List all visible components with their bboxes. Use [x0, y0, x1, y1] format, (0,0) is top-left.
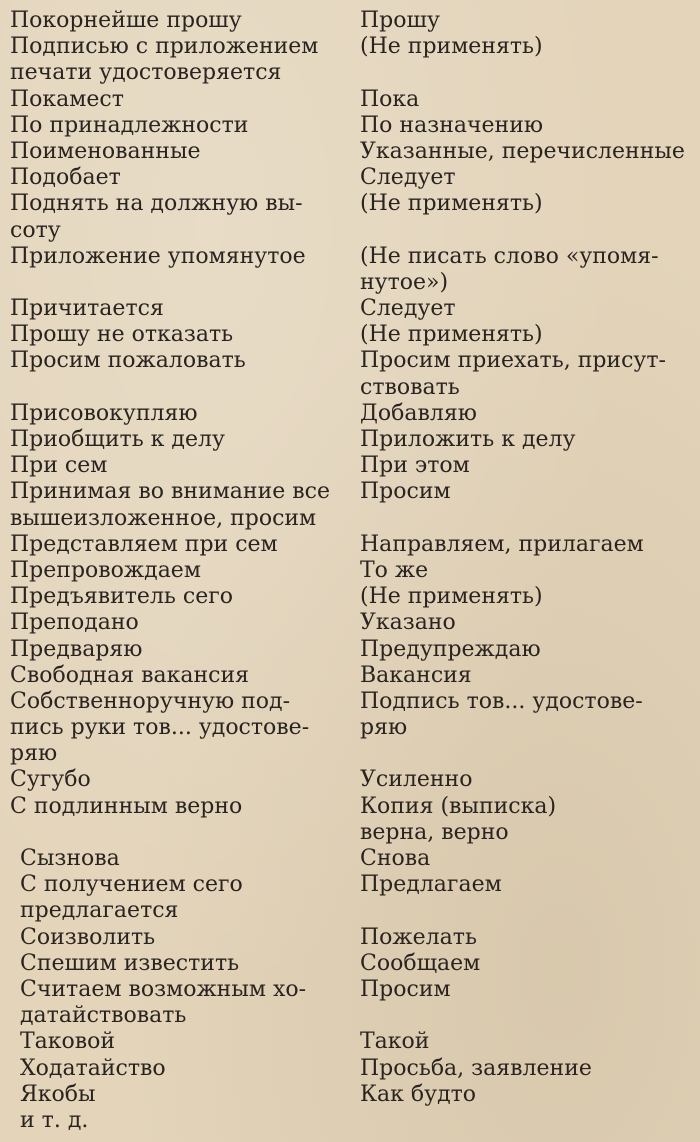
obsolete-phrase-line: Принимая во внимание все — [10, 479, 330, 505]
obsolete-phrase-line: При сем — [10, 453, 108, 479]
obsolete-phrase — [0, 479, 345, 531]
recommended-phrase-line: Следует — [360, 165, 456, 191]
table-row — [0, 296, 700, 322]
obsolete-phrase-line: и т. д. — [20, 1107, 89, 1133]
table-row — [0, 584, 700, 610]
obsolete-phrase-line: Причитается — [10, 296, 164, 322]
phrase-replacement-table — [0, 8, 700, 1134]
recommended-phrase — [345, 558, 700, 584]
recommended-phrase — [345, 584, 700, 610]
obsolete-phrase-line: Представляем при сем — [10, 531, 278, 557]
table-row — [0, 558, 700, 584]
recommended-phrase — [345, 872, 700, 898]
table-row — [0, 689, 700, 768]
table-row — [0, 1082, 700, 1108]
recommended-phrase — [345, 87, 700, 113]
table-row — [0, 348, 700, 400]
recommended-phrase — [345, 1082, 700, 1108]
obsolete-phrase-line: Поименованные — [10, 138, 201, 164]
table-row — [0, 453, 700, 479]
obsolete-phrase — [0, 1029, 345, 1055]
obsolete-phrase — [0, 401, 345, 427]
obsolete-phrase-line: соту — [10, 217, 61, 243]
recommended-phrase-line: Как будто — [360, 1081, 477, 1107]
obsolete-phrase — [0, 977, 345, 1029]
recommended-phrase-line: Направляем, прилагаем — [360, 531, 644, 557]
obsolete-phrase-line: Таковой — [20, 1029, 116, 1055]
obsolete-phrase — [0, 427, 345, 453]
recommended-phrase-line: То же — [360, 557, 429, 583]
obsolete-phrase-line: Поднять на должную вы- — [10, 191, 303, 217]
recommended-phrase-line: (Не применять) — [360, 584, 543, 610]
obsolete-phrase — [0, 767, 345, 793]
obsolete-phrase-line: Предъявитель сего — [10, 584, 234, 610]
recommended-phrase-line: Такой — [360, 1029, 430, 1055]
obsolete-phrase — [0, 689, 345, 768]
obsolete-phrase-line: Приобщить к делу — [10, 427, 225, 452]
recommended-phrase-line: верна, верно — [360, 819, 509, 845]
recommended-phrase — [345, 689, 700, 741]
obsolete-phrase — [0, 872, 345, 924]
obsolete-phrase — [0, 663, 345, 689]
obsolete-phrase-line: Подобает — [10, 165, 121, 191]
recommended-phrase — [345, 663, 700, 689]
obsolete-phrase-line: предлагается — [20, 898, 179, 924]
obsolete-phrase-line: Якобы — [20, 1081, 96, 1107]
recommended-phrase — [345, 296, 700, 322]
obsolete-phrase-line: печати удостоверяется — [10, 60, 282, 86]
recommended-phrase-line: (Не применять) — [360, 34, 543, 60]
obsolete-phrase — [0, 558, 345, 584]
recommended-phrase — [345, 1056, 700, 1082]
obsolete-phrase — [0, 34, 345, 86]
recommended-phrase — [345, 139, 700, 165]
obsolete-phrase — [0, 846, 345, 872]
recommended-phrase — [345, 113, 700, 139]
table-row — [0, 401, 700, 427]
recommended-phrase-line: Просим приехать, присут- — [360, 348, 666, 374]
recommended-phrase — [345, 532, 700, 558]
recommended-phrase — [345, 846, 700, 872]
recommended-phrase-line: Сообщаем — [360, 950, 481, 976]
recommended-phrase — [345, 34, 700, 60]
table-row — [0, 34, 700, 86]
recommended-phrase — [345, 401, 700, 427]
recommended-phrase-line: При этом — [360, 453, 470, 479]
obsolete-phrase — [0, 1082, 345, 1108]
recommended-phrase-line: Следует — [360, 296, 456, 322]
recommended-phrase — [345, 637, 700, 663]
recommended-phrase-line: (Не применять) — [360, 322, 543, 348]
recommended-phrase — [345, 8, 700, 34]
table-row — [0, 1056, 700, 1082]
obsolete-phrase — [0, 296, 345, 322]
obsolete-phrase — [0, 453, 345, 479]
obsolete-phrase — [0, 244, 345, 270]
obsolete-phrase-line: Считаем возможным хо- — [20, 976, 307, 1002]
recommended-phrase-line: Снова — [360, 846, 431, 871]
table-row — [0, 846, 700, 872]
obsolete-phrase — [0, 113, 345, 139]
recommended-phrase-line: ствовать — [360, 374, 460, 400]
obsolete-phrase — [0, 951, 345, 977]
obsolete-phrase — [0, 139, 345, 165]
table-row — [0, 610, 700, 636]
recommended-phrase — [345, 977, 700, 1003]
recommended-phrase-line: (Не писать слово «упомя- — [360, 243, 659, 269]
obsolete-phrase — [0, 532, 345, 558]
table-row — [0, 1029, 700, 1055]
recommended-phrase — [345, 479, 700, 505]
table-row — [0, 794, 700, 846]
table-row — [0, 977, 700, 1029]
recommended-phrase — [345, 191, 700, 217]
obsolete-phrase-line: датайствовать — [20, 1003, 187, 1029]
table-row — [0, 532, 700, 558]
recommended-phrase — [345, 610, 700, 636]
recommended-phrase-line: Усиленно — [360, 767, 473, 793]
obsolete-phrase — [0, 1056, 345, 1082]
obsolete-phrase-line: Присовокупляю — [10, 400, 198, 426]
recommended-phrase-line: Просьба, заявление — [360, 1055, 592, 1081]
obsolete-phrase-line: Просим пожаловать — [10, 348, 246, 374]
obsolete-phrase-line: вышеизложенное, просим — [10, 505, 317, 531]
obsolete-phrase — [0, 165, 345, 191]
obsolete-phrase — [0, 925, 345, 951]
recommended-phrase-line: Пока — [360, 86, 420, 112]
recommended-phrase-line: нутое») — [360, 269, 449, 295]
recommended-phrase-line: Приложить к делу — [360, 427, 576, 452]
recommended-phrase — [345, 453, 700, 479]
table-row — [0, 165, 700, 191]
recommended-phrase-line: Указанные, перечисленные — [360, 138, 685, 164]
table-row — [0, 951, 700, 977]
obsolete-phrase-line: Покорнейше прошу — [10, 8, 242, 33]
obsolete-phrase-line: Преподано — [10, 610, 139, 636]
recommended-phrase-line: (Не применять) — [360, 191, 543, 217]
recommended-phrase — [345, 951, 700, 977]
recommended-phrase-line: Предупреждаю — [360, 636, 541, 662]
recommended-phrase — [345, 925, 700, 951]
obsolete-phrase — [0, 1108, 345, 1134]
table-row — [0, 872, 700, 924]
table-row — [0, 244, 700, 296]
table-row — [0, 637, 700, 663]
obsolete-phrase-line: Сугубо — [10, 767, 91, 793]
recommended-phrase — [345, 427, 700, 453]
recommended-phrase — [345, 767, 700, 793]
obsolete-phrase-line: Приложение упомянутое — [10, 243, 306, 269]
obsolete-phrase — [0, 87, 345, 113]
obsolete-phrase-line: пись руки тов... удостове- — [10, 715, 310, 741]
recommended-phrase-line: По назначению — [360, 112, 544, 138]
recommended-phrase-line: ряю — [360, 715, 408, 741]
obsolete-phrase — [0, 191, 345, 243]
obsolete-phrase-line: Прошу не отказать — [10, 322, 234, 348]
table-row — [0, 925, 700, 951]
table-row — [0, 8, 700, 34]
table-row — [0, 1108, 700, 1134]
obsolete-phrase-line: Соизволить — [20, 924, 156, 950]
obsolete-phrase — [0, 322, 345, 348]
obsolete-phrase — [0, 610, 345, 636]
obsolete-phrase-line: Предваряю — [10, 636, 143, 662]
recommended-phrase — [345, 794, 700, 846]
obsolete-phrase-line: Спешим известить — [20, 950, 240, 976]
obsolete-phrase-line: Подписью с приложением — [10, 34, 319, 60]
recommended-phrase-line: Пожелать — [360, 924, 477, 950]
obsolete-phrase-line: Покамест — [10, 86, 124, 112]
table-row — [0, 322, 700, 348]
table-row — [0, 191, 700, 243]
obsolete-phrase-line: Собственноручную под- — [10, 688, 291, 714]
table-row — [0, 767, 700, 793]
table-row — [0, 663, 700, 689]
recommended-phrase — [345, 165, 700, 191]
obsolete-phrase — [0, 8, 345, 34]
obsolete-phrase-line: Сызнова — [20, 846, 120, 871]
recommended-phrase-line: Просим — [360, 479, 451, 505]
obsolete-phrase — [0, 584, 345, 610]
table-row — [0, 113, 700, 139]
table-row — [0, 427, 700, 453]
table-row — [0, 479, 700, 531]
recommended-phrase-line: Вакансия — [360, 662, 472, 688]
table-row — [0, 87, 700, 113]
obsolete-phrase — [0, 348, 345, 374]
obsolete-phrase — [0, 794, 345, 820]
recommended-phrase — [345, 1029, 700, 1055]
recommended-phrase-line: Подпись тов... удостове- — [360, 688, 643, 714]
recommended-phrase-line: Предлагаем — [360, 872, 502, 898]
obsolete-phrase-line: Ходатайство — [20, 1055, 166, 1081]
obsolete-phrase-line: С подлинным верно — [10, 793, 243, 819]
recommended-phrase-line: Указано — [360, 610, 456, 636]
obsolete-phrase-line: ряю — [10, 741, 58, 767]
table-row — [0, 139, 700, 165]
recommended-phrase — [345, 348, 700, 400]
recommended-phrase — [345, 244, 700, 296]
obsolete-phrase-line: Препровождаем — [10, 557, 201, 583]
recommended-phrase — [345, 322, 700, 348]
recommended-phrase-line: Добавляю — [360, 400, 477, 426]
obsolete-phrase — [0, 637, 345, 663]
obsolete-phrase-line: С получением сего — [20, 872, 243, 898]
obsolete-phrase-line: По принадлежности — [10, 112, 249, 138]
obsolete-phrase-line: Свободная вакансия — [10, 662, 250, 688]
recommended-phrase-line: Просим — [360, 976, 451, 1002]
recommended-phrase-line: Прошу — [360, 8, 440, 33]
recommended-phrase-line: Копия (выписка) — [360, 793, 557, 819]
